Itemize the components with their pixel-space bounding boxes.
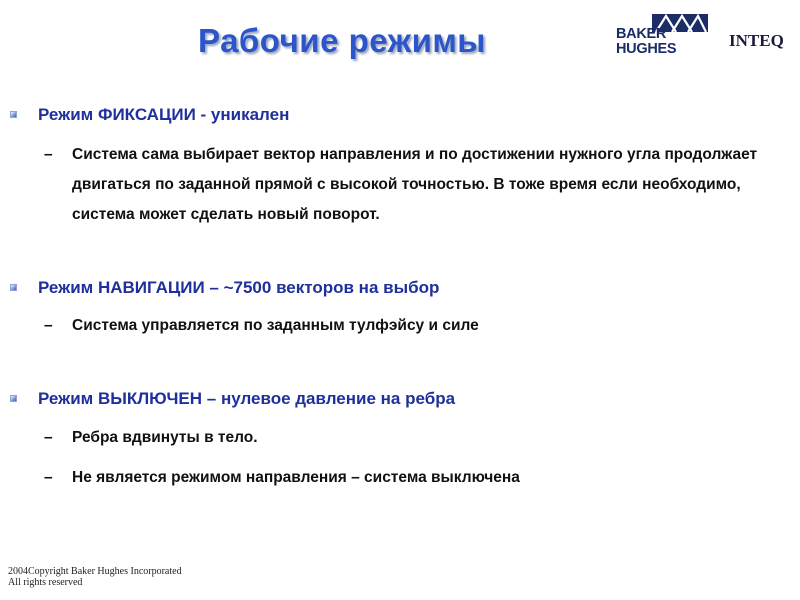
bullet-fixation <box>38 105 289 125</box>
logo-line-1: BAKER <box>616 26 667 42</box>
dash-icon: – <box>44 146 53 163</box>
footer-line-2: All rights reserved <box>8 577 83 588</box>
copyright-footer <box>8 566 182 588</box>
dash-icon: – <box>44 429 53 446</box>
dash-icon: – <box>44 317 53 334</box>
logo-division: INTEQ <box>729 31 784 50</box>
sub-item-text: Ребра вдвинуты в тело. <box>72 429 258 446</box>
slide-title: Рабочие режимы <box>198 22 486 59</box>
bullet-navigation <box>38 278 439 298</box>
sub-item <box>44 463 792 493</box>
bullet-marker-icon <box>10 395 17 402</box>
dash-icon: – <box>44 469 53 486</box>
sub-item-text: Система сама выбирает вектор направления и по достижении нужного угла продолжает двигаться по заданной прямой с высокой точностью. В тоже время если необходимо, система может сделать новый поворот. <box>72 146 758 223</box>
bullet-off <box>38 389 455 409</box>
sub-item <box>44 311 792 341</box>
logo-wordmark <box>616 27 676 57</box>
bullet-label: Режим НАВИГАЦИИ – ~7500 векторов на выбор <box>38 278 440 297</box>
sub-item <box>44 140 792 230</box>
sub-item-text: Система управляется по заданным тулфэйсу и силе <box>72 317 479 334</box>
footer-line-1: 2004Copyright Baker Hughes Incorporated <box>8 566 182 577</box>
bullet-label: Режим ФИКСАЦИИ - уникален <box>38 105 290 124</box>
bullet-marker-icon <box>10 284 17 291</box>
sub-item-text: Не является режимом направления – система выключена <box>72 469 520 486</box>
bullet-label: Режим ВЫКЛЮЧЕН – нулевое давление на ребра <box>38 389 456 408</box>
sub-item <box>44 423 792 453</box>
bullet-marker-icon <box>10 111 17 118</box>
logo-line-2: HUGHES <box>616 41 677 57</box>
